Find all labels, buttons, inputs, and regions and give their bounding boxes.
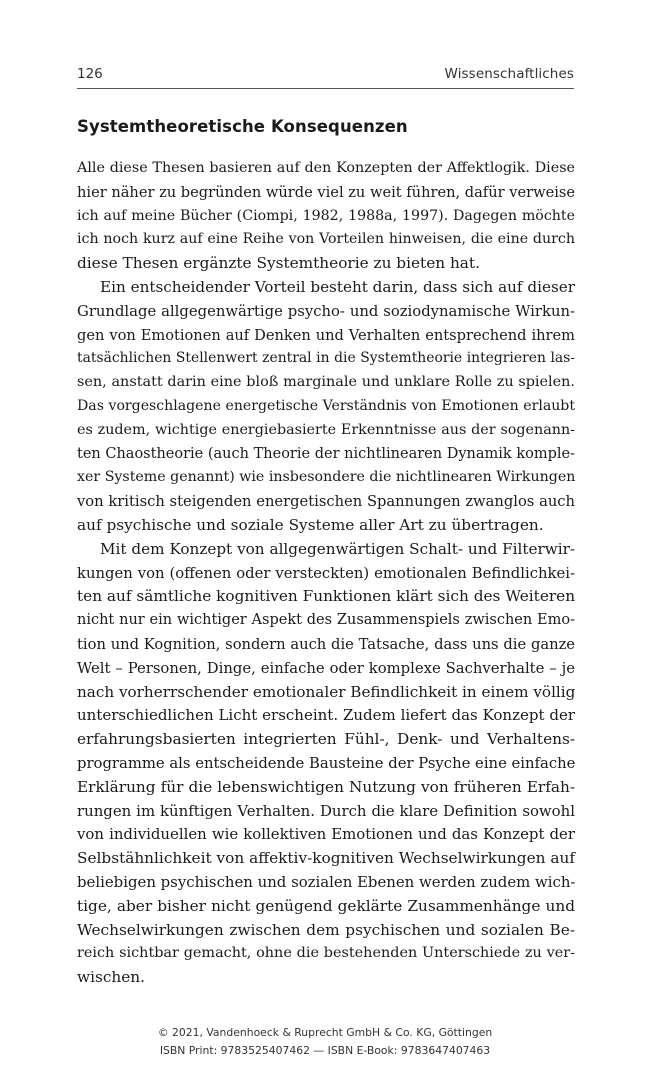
text-line: beliebigen psychischen und sozialen Ebenen werden zudem wich-: [77, 872, 576, 891]
paragraph-1: [77, 157, 575, 276]
text-line: ten auf sämtliche kognitiven Funktionen klärt sich des Weiteren: [77, 587, 576, 606]
copyright-notice: © 2021, Vandenhoeck & Ruprecht GmbH & Co. KG, Göttingen: [157, 1026, 493, 1039]
page-footer: [0, 1024, 650, 1060]
running-head: Wissenschaftliches: [444, 66, 574, 82]
paragraph-2: [77, 276, 575, 538]
text-line: von kritisch steigenden energetischen Spannungen zwanglos auch: [77, 493, 575, 511]
page-number: 126: [77, 66, 103, 82]
text-line: Mit dem Konzept von allgegenwärtigen Schalt- und Filterwir-: [100, 539, 575, 558]
text-line: rungen im künftigen Verhalten. Durch die klare Definition sowohl: [77, 801, 575, 820]
text-line: Wechselwirkungen zwischen dem psychischen und sozialen Be-: [77, 920, 575, 939]
text-line: tige, aber bisher nicht genügend geklärte Zusammenhänge und: [77, 896, 575, 915]
text-line: Selbstähnlichkeit von affektiv-kognitiven Wechselwirkungen auf: [77, 849, 575, 868]
text-line: Das vorgeschlagene energetische Verständnis von Emotionen erlaubt: [77, 397, 575, 414]
text-line: hier näher zu begründen würde viel zu weit führen, dafür verweise: [77, 183, 575, 201]
text-line: Alle diese Thesen basieren auf den Konzepten der Affektlogik. Diese: [77, 160, 575, 176]
text-line: gen von Emotionen auf Denken und Verhalten entsprechend ihrem: [77, 326, 575, 344]
text-line: Welt – Personen, Dinge, einfache oder komplexe Sachverhalte – je: [77, 659, 575, 677]
text-line: tatsächlichen Stellenwert zentral in die Systemtheorie integrieren las-: [77, 350, 575, 367]
text-line: es zudem, wichtige energiebasierte Erkenntnisse aus der sogenann-: [77, 421, 575, 438]
page-header: [77, 64, 574, 89]
text-line: programme als entscheidende Bausteine der Psyche eine einfache: [77, 754, 576, 772]
text-line: nach vorherrschender emotionaler Befindlichkeit in einem völlig: [77, 682, 576, 701]
text-line: xer Systeme genannt) wie insbesondere die nichtlinearen Wirkungen: [77, 469, 576, 486]
text-line: von individuellen wie kollektiven Emotionen und das Konzept der: [77, 825, 575, 844]
text-line: ich noch kurz auf eine Reihe von Vorteilen hinweisen, die eine durch: [77, 231, 575, 248]
body-text: [77, 157, 575, 990]
text-line: erfahrungsbasierten integrierten Fühl-, Denk- und Verhaltens-: [77, 730, 575, 749]
text-line: kungen von (offenen oder versteckten) emotionalen Befindlichkei-: [77, 564, 575, 582]
text-line: sen, anstatt darin eine bloß marginale und unklare Rolle zu spielen.: [77, 374, 575, 391]
text-line: reich sichtbar gemacht, ohne die bestehenden Unterschiede zu ver-: [77, 945, 575, 962]
text-line: Grundlage allgegenwärtige psycho- und soziodynamische Wirkun-: [77, 302, 575, 320]
text-line: tion und Kognition, sondern auch die Tatsache, dass uns die ganze: [77, 635, 575, 653]
text-line: Ein entscheidender Vorteil besteht darin, dass sich auf dieser: [100, 277, 575, 296]
section-heading: Systemtheoretische Konsequenzen: [77, 117, 408, 136]
text-line: ten Chaostheorie (auch Theorie der nichtlinearen Dynamik komple-: [77, 445, 575, 462]
paragraph-3: [77, 538, 575, 990]
text-line: diese Thesen ergänzte Systemtheorie zu bieten hat.: [77, 254, 480, 273]
text-line: wischen.: [77, 968, 146, 987]
text-line: unterschiedlichen Licht erscheint. Zudem liefert das Konzept der: [77, 706, 575, 725]
isbn-line: ISBN Print: 9783525407462 — ISBN E-Book: 9783647407463: [159, 1044, 491, 1057]
text-line: Erklärung für die lebenswichtigen Nutzung von früheren Erfah-: [77, 777, 575, 796]
text-line: nicht nur ein wichtiger Aspekt des Zusammenspiels zwischen Emo-: [77, 612, 575, 629]
text-line: auf psychische und soziale Systeme aller Art zu übertragen.: [77, 515, 544, 534]
text-line: ich auf meine Bücher (Ciompi, 1982, 1988a, 1997). Dagegen möchte: [77, 207, 575, 224]
